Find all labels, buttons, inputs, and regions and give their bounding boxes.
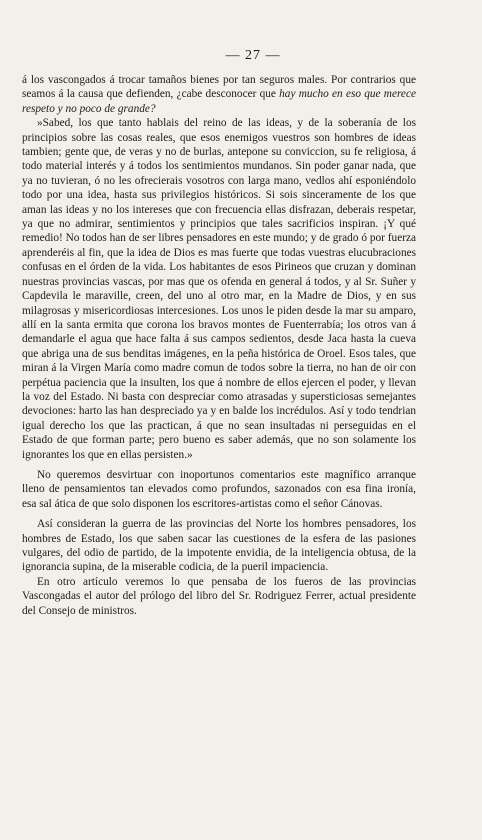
paragraph-3: No queremos desvirtuar con inoportunos comentarios este magnífico arranque lleno de pensamientos tan elevados como profundos, sazonados con esa fina ironía, esa sal ática de que solo disponen los escritores-artistas como el señor Cánovas. [22, 468, 416, 510]
paragraph-1 [22, 73, 416, 116]
paragraph-1-italic: hay mucho en eso que merece respeto y no poco de grande? [22, 88, 416, 115]
paragraph-4: Así consideran la guerra de las provincias del Norte los hombres pensadores, los hombres de Estado, los que saben sacar las cuestiones de la esfera de las pasiones vulgares, del odio de partido, de la impotente envidia, de la inteligencia obtusa, de la ignorancia supina, de la miserable codicia, de la pueril impaciencia. [22, 518, 416, 574]
paragraph-2-quote: »Sabed, los que tanto hablais del reino de las ideas, y de la soberanía de los principios sobre las cosas reales, que esos enemigos vuestros son hombres de ideas tambien; gente que, de veras y no de burlas, antepone su conviccion, su fe religiosa, á todo material interés y á todos los sentimientos mundanos. Sin poder ganar nada, que ya no tuvieran, ó no les ofrecierais vosotros con larga mano, vedlos ahí esponiéndolo todo por una idea, hasta sus privilegios históricos. Si sois sinceramente de los que aman las ideas y no los intereses que con frecuencia ellas disfrazan, deberais respetar, ya que no admirar, sentimientos y principios que tales sacrificios inspiran. ¡Y qué remedio! No todos han de ser libres pensadores en este mundo; y de grado ó por fuerza aprenderéis al fin, que la idea de Dios es mas fuerte que todas vuestras elucubraciones confusas en el órden de la vida. Los habitantes de esos Pirineos que cruzan y dominan nuestras provincias vascas, por mas que os ofenda en general á todos, y al Sr. Suñer y Capdevila le maraville, creen, del uno al otro mar, en la Madre de Dios, y en sus milagrosas y misericordiosas intercesiones. Los unos le piden desde la mar su amparo, allí en la santa ermita que corona los bravos montes de Fuenterrabía; los otros van á demandarle el agua que hace falta á sus campos sedientos, desde Jaca hasta la cueva que abriga una de sus benditas imágenes, en la peña histórica de Oroel. Esos tales, que miran á la Virgen María como madre comun de todos sobre la tierra, no han de oir con perpétua paciencia que la insulten, los que á nombre de ellos ejercen el poder, y llevan la voz del Estado. Ni basta con despreciar como atrasadas y supersticiosas semejantes devociones: harto las han despreciado ya y en balde los incrédulos. Así y todo tendrian igual derecho los que las practican, á que no sean insultadas ni perseguidas en el Estado de que forman parte; pero bueno es saber además, que no son solamente los ignorantes los que en ellas persisten.» [22, 117, 416, 461]
page-number: — 27 — [225, 48, 281, 63]
paragraph-1-text: á los vascongados á trocar tamaños bienes por tan seguros males. Por contrarios que seamos á la causa que defienden, ¿cabe desconocer que [22, 74, 416, 101]
page-body [22, 73, 416, 618]
paragraph-5: En otro artículo veremos lo que pensaba de los fueros de las provincias Vascongadas el autor del prólogo del libro del Sr. Rodriguez Ferrer, actual presidente del Consejo de ministros. [22, 575, 416, 617]
